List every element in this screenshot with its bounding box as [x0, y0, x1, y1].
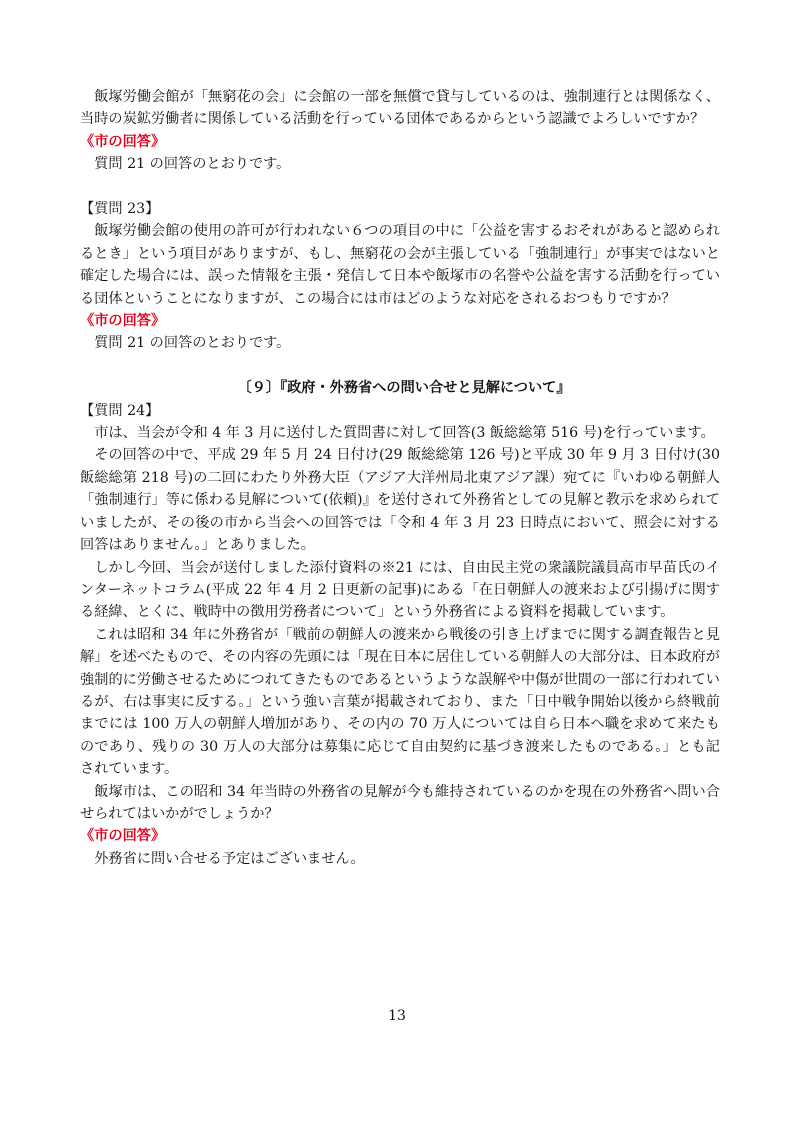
city-answer-text: 外務省に問い合せる予定はございません。 — [94, 850, 365, 867]
question-paragraph: その回答の中で、平成 29 年 5 月 24 日付け(29 飯総総第 126 号)と平成 30 年 9 月 3 日付け(30 飯総総第 218 号)の二回にわたり外務大臣（アジア大洋州局北東アジア課）宛てに『いわゆる朝鮮人「強制連行」等に係わる見解について(依頼)』を送付されて外務省としての見解と教示を求められていましたが、その後の市から当会への回答では「令和 4 年 3 月 23 日時点において、照会に対する回答はありません。」とありました。 — [80, 447, 720, 554]
city-answer-text: 質問 21 の回答のとおりです。 — [94, 335, 291, 352]
question-paragraph: 市は、当会が令和 4 年 3 月に送付した質問書に対して回答(3 飯総総第 516 号)を行っています。 — [94, 425, 715, 442]
paragraph-gap — [80, 355, 720, 377]
city-answer-label: 《市の回答》 — [80, 133, 166, 150]
question-label: 【質問 23】 — [80, 201, 160, 218]
paragraph-gap — [80, 176, 720, 198]
question-paragraph: これは昭和 34 年に外務省が「戦前の朝鮮人の渡来から戦後の引き上げまでに関する調査報告と見解」を述べたもので、その内容の先頭には「現在日本に居住している朝鮮人の大部分は、日本政府が強制的に労働させるためにつれてきたものであるというような誤解や中傷が世間の一部に行われているが、右は事実に反する。」という強い言葉が掲載されており、また「日中戦争開始以後から終戦前までには 100 万人の朝鮮人増加があり、その内の 70 万人については自ら日本へ職を求めて来たものであり、残りの 30 万人の大部分は募集に応じて自由契約に基づき渡来したものである。」とも記されています。 — [80, 626, 720, 778]
question-paragraph: しかし今回、当会が送付しました添付資料の※21 には、自由民主党の衆議院議員高市早苗氏のインターネットコラム(平成 22 年 4 月 2 日更新の記事)にある「在日朝鮮人の渡来および引揚げに関する経緯、とくに、戦時中の徴用労務者について」という外務省による資料を掲載しています。 — [80, 559, 720, 621]
question-text: 飯塚労働会館の使用の許可が行われない６つの項目の中に「公益を害するおそれがあると認められるとき」という項目がありますが、もし、無窮花の会が主張している「強制連行」が事実ではないと確定した場合には、誤った情報を主張・発信して日本や飯塚市の名誉や公益を害する活動を行っている団体ということになりますが、この場合には市はどのような対応をされるおつもりですか？ — [80, 223, 720, 307]
question-text: 飯塚労働会館が「無窮花の会」に会館の一部を無償で貸与しているのは、強制連行とは関係なく、当時の炭鉱労働者に関係している活動を行っている団体であるからという認識でよろしいですか？ — [80, 89, 720, 128]
question-label: 【質問 24】 — [80, 402, 160, 419]
page-number: 13 — [388, 1008, 406, 1024]
city-answer-label: 《市の回答》 — [80, 828, 166, 845]
document-body — [80, 86, 720, 870]
city-answer-text: 質問 21 の回答のとおりです。 — [94, 156, 291, 173]
city-answer-label: 《市の回答》 — [80, 313, 166, 330]
section-heading: 〔９〕『政府・外務省への問い合せと見解について』 — [237, 380, 571, 397]
question-paragraph: 飯塚市は、この昭和 34 年当時の外務省の見解が今も維持されているのかを現在の外務省へ問い合せられてはいかがでしょうか？ — [80, 783, 720, 822]
